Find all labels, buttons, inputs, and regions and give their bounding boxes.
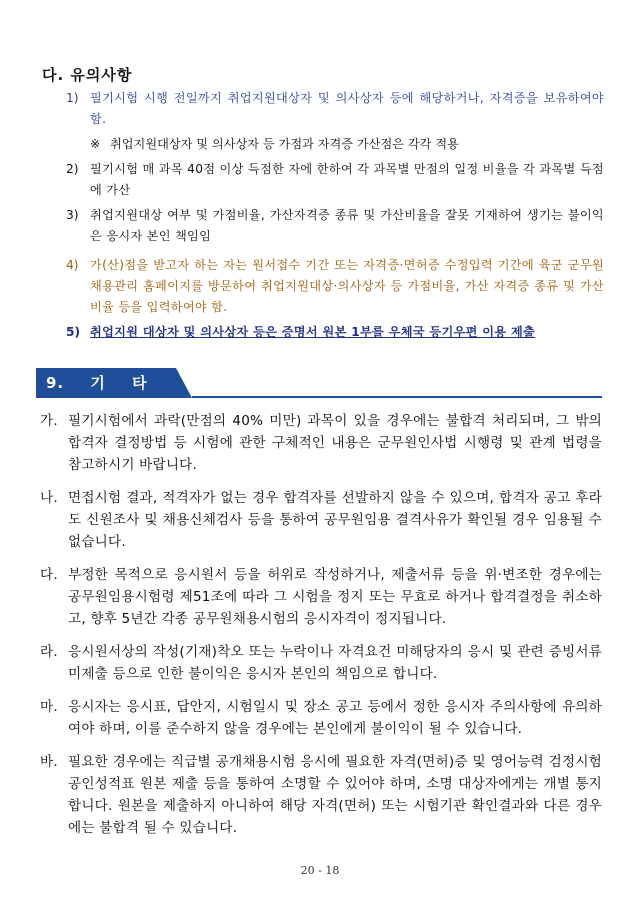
item-label: 라. [40, 644, 58, 660]
item-label: 바. [40, 754, 58, 770]
note-text: 취업지원대상자 및 의사상자 등 가점과 자격증 가산점은 각각 적용 [110, 137, 459, 151]
list-item [40, 487, 602, 553]
note-3 [66, 205, 604, 247]
list-item [40, 410, 602, 476]
note-text: 필기시험 시행 전일까지 취업지원대상자 및 의사상자 등에 해당하거나, 자격증을 보유하여야 함. [90, 91, 604, 126]
list-item [40, 696, 602, 740]
item-label: 마. [40, 699, 58, 715]
items-list [40, 410, 602, 850]
note-text: 취업지원 대상자 및 의사상자 등은 증명서 원본 1부를 우체국 등기우편 이용 제출 [90, 325, 536, 339]
item-text: 필요한 경우에는 직급별 공개채용시험 응시에 필요한 자격(면허)증 및 영어능력 검정시험 공인성적표 원본 제출 등을 통하여 소명할 수 있어야 하며, 소명 대상자에게는 개별 통지합니다. 원본을 제출하지 아니하여 해당 자격(면허) 또는 시험기관 확인결과와 다른 경우에는 불합격 될 수 있습니다. [68, 754, 602, 836]
section-banner [36, 368, 602, 398]
reference-mark: ※ [90, 137, 101, 151]
note-2 [66, 159, 604, 201]
note-text: 필기시험 매 과목 40점 이상 득점한 자에 한하여 각 과목별 만점의 일정 비율을 각 과목별 득점에 가산 [90, 162, 604, 197]
item-text: 면접시험 결과, 적격자가 없는 경우 합격자를 선발하지 않을 수 있으며, 합격자 공고 후라도 신원조사 및 채용신체검사 등을 통하여 공무원임용 결격사유가 확인될 경우 임용될 수 없습니다. [68, 490, 602, 550]
note-4 [66, 255, 604, 318]
notes-list [66, 88, 604, 347]
item-label: 다. [40, 567, 58, 583]
list-item [40, 751, 602, 839]
note-sub [66, 134, 604, 155]
item-text: 응시자는 응시표, 답안지, 시험일시 및 장소 공고 등에서 정한 응시자 주의사항에 유의하여야 하며, 이를 준수하지 않을 경우에는 본인에게 불이익이 될 수 있습니다. [68, 699, 602, 737]
note-number: 3) [66, 208, 79, 222]
note-number: 4) [66, 258, 79, 272]
note-number: 2) [66, 162, 79, 176]
note-5 [66, 322, 604, 343]
item-label: 가. [40, 413, 58, 429]
item-text: 부정한 목적으로 응시원서 등을 허위로 작성하거나, 제출서류 등을 위·변조한 경우에는 공무원임용시험령 제51조에 따라 그 시험을 정지 또는 무효로 하거나 합격결정을 취소하고, 향후 5년간 각종 공무원채용시험의 응시자격이 정지됩니다. [68, 567, 602, 627]
note-text: 가(산)점을 받고자 하는 자는 원서접수 기간 또는 자격증·면허증 수정입력 기간에 육군 군무원채용관리 홈페이지를 방문하여 취업지원대상·의사상자 등 가점비율, 가산 자격증 종류 및 가산비율 등을 입력하여야 함. [90, 258, 604, 314]
item-label: 나. [40, 490, 58, 506]
banner-title: 9. 기 타 [46, 374, 148, 392]
item-text: 응시원서상의 작성(기재)착오 또는 누락이나 자격요건 미해당자의 응시 및 관련 증빙서류 미제출 등으로 인한 불이익은 응시자 본인의 책임으로 합니다. [68, 644, 602, 682]
note-number: 1) [66, 91, 79, 105]
item-text: 필기시험에서 과락(만점의 40% 미만) 과목이 있을 경우에는 불합격 처리되며, 그 밖의 합격자 결정방법 등 시험에 관한 구체적인 내용은 군무원인사법 시행령 및 관계 법령을 참고하시기 바랍니다. [68, 413, 602, 473]
note-1 [66, 88, 604, 130]
list-item [40, 564, 602, 630]
page-number: 20 - 18 [300, 864, 340, 877]
section-title: 다. 유의사항 [42, 66, 133, 84]
list-item [40, 641, 602, 685]
note-text: 취업지원대상 여부 및 가점비율, 가산자격증 종류 및 가산비율을 잘못 기재하여 생기는 불이익은 응시자 본인 책임임 [90, 208, 604, 243]
note-number: 5) [66, 325, 81, 339]
